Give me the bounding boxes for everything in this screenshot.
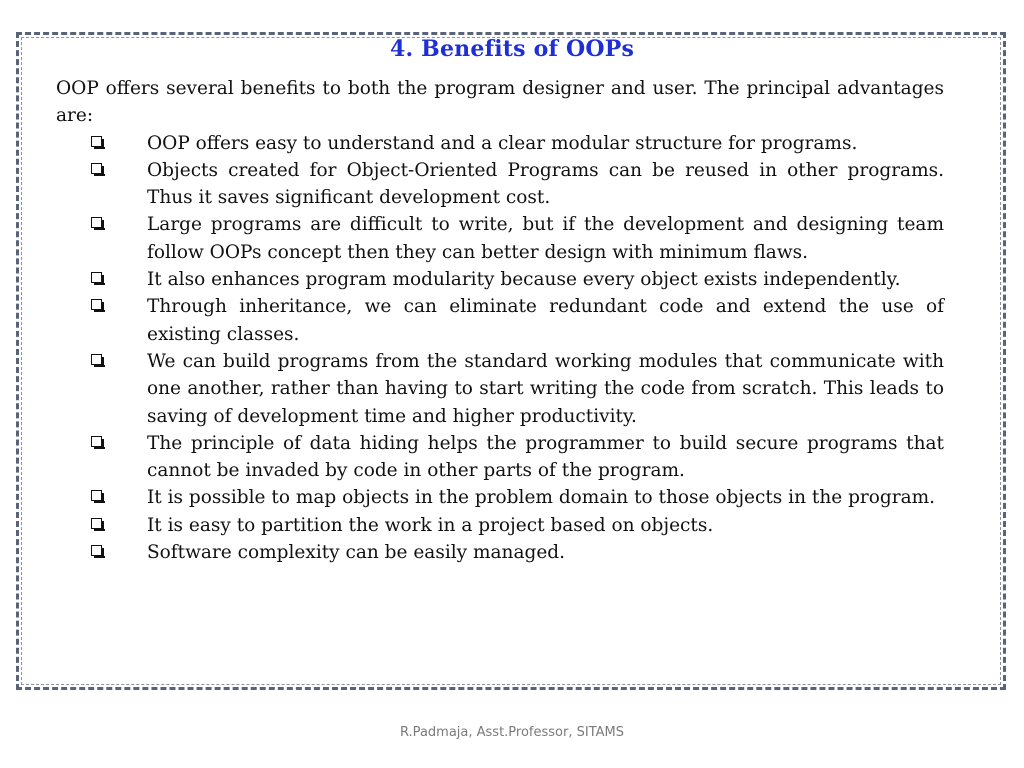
intro-paragraph: OOP offers several benefits to both the program designer and user. The principal advantages are: — [56, 78, 944, 127]
slide-title: 4. Benefits of OOPs — [389, 36, 635, 62]
list-item-text: Software complexity can be easily managed. — [147, 542, 566, 564]
list-item-text: It also enhances program modularity because every object exists independently. — [147, 269, 901, 291]
list-item-text: Objects created for Object-Oriented Programs can be reused in other programs. Thus it saves significant development cost. — [147, 159, 944, 209]
list-item — [56, 512, 944, 539]
list-item-text: OOP offers easy to understand and a clear modular structure for programs. — [147, 132, 858, 154]
checkbox-icon — [91, 490, 102, 501]
checkbox-icon — [91, 354, 102, 365]
list-item-text: Through inheritance, we can eliminate redundant code and extend the use of existing classes. — [147, 296, 944, 345]
checkbox-icon — [91, 518, 102, 529]
list-item — [56, 130, 944, 157]
list-item — [56, 430, 944, 485]
checkbox-icon — [91, 217, 102, 228]
checkbox-icon — [91, 163, 102, 174]
list-item-text: It is possible to map objects in the problem domain to those objects in the program. — [147, 487, 936, 509]
checkbox-icon — [91, 299, 102, 310]
list-item-text: Large programs are difficult to write, but if the development and designing team follow OOPs concept then they can better design with minimum flaws. — [147, 214, 944, 263]
list-item — [56, 211, 944, 266]
list-item — [56, 348, 944, 430]
list-item — [56, 293, 944, 348]
checkbox-icon — [91, 436, 102, 447]
list-item — [56, 157, 944, 212]
list-item-text: We can build programs from the standard working modules that communicate with one another, rather than having to start writing the code from scratch. This leads to saving of development time and higher productivity. — [147, 350, 944, 427]
list-item — [56, 484, 944, 511]
slide-content — [56, 75, 944, 566]
list-item — [56, 539, 944, 566]
footer-credit: R.Padmaja, Asst.Professor, SITAMS — [399, 725, 624, 740]
checkbox-icon — [91, 545, 102, 556]
checkbox-icon — [91, 272, 102, 283]
list-item-text: The principle of data hiding helps the programmer to build secure programs that cannot be invaded by code in other parts of the program. — [147, 432, 944, 482]
list-item — [56, 266, 944, 293]
list-item-text: It is easy to partition the work in a project based on objects. — [147, 514, 714, 536]
checkbox-icon — [91, 136, 102, 147]
benefits-list — [56, 130, 944, 567]
